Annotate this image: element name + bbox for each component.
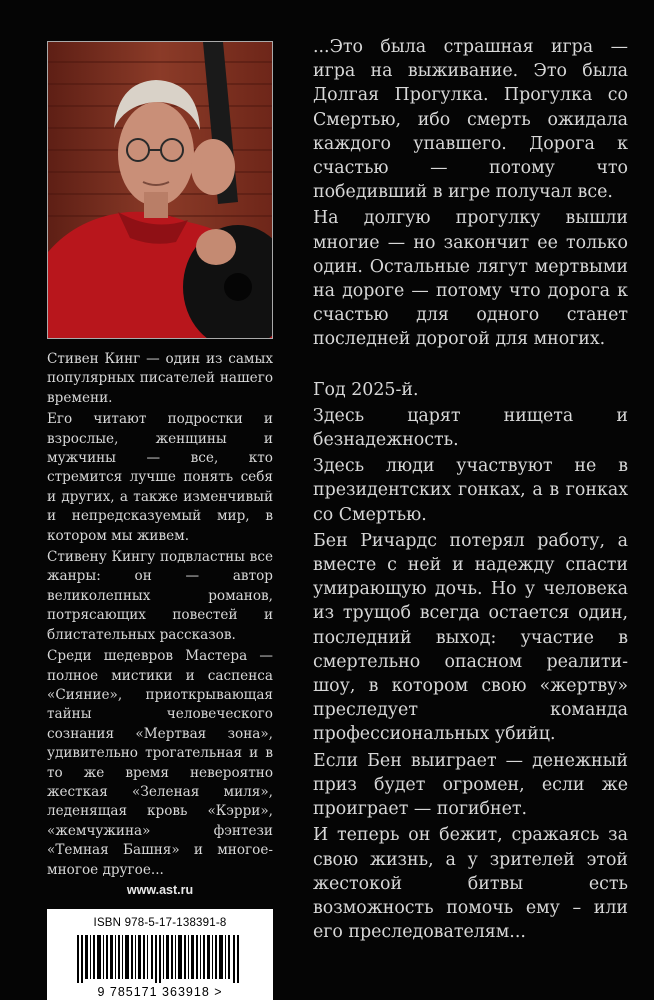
barcode-number: 9 785171 363918 >	[97, 985, 223, 999]
annotation-paragraph: Год 2025-й.	[313, 379, 419, 400]
annotation-paragraph: ...Это была страшная игра — игра на выживание. Это была Долгая Прогулка. Прогулка со Смертью, ибо смерть ожидала каждого упавшего. Дорога к счастью — потому что победивший в игре получал все.	[313, 37, 628, 203]
annotation-paragraph: Если Бен выиграет — денежный приз будет огромен, если же проиграет — погибнет.	[313, 750, 628, 820]
annotation-paragraph: Бен Ричардс потерял работу, а вместе с ней и надежду спасти умирающую дочь. Но у человека из трущоб всегда остается один, последний выход: участие в смертельно опасном реалити-шоу, в котором свою «жертву» преследует команда профессиональных убийц.	[313, 530, 628, 745]
bio-paragraph: Среди шедевров Мастера — полное мистики и саспенса «Сияние», приоткрывающая тайны человеческого сознания «Мертвая зона», удивительно трогательная и в то же время невероятно жесткая «Зеленая миля», леденящая кровь «Кэрри», «жемчужина» фэнтези «Темная Башня» и многое-многое другое...	[47, 648, 273, 878]
publisher-website: www.ast.ru	[126, 883, 194, 897]
bio-paragraph: Стивен Кинг — один из самых популярных писателей нашего времени.	[47, 351, 273, 406]
author-photo	[47, 41, 273, 339]
annotation-paragraph: Здесь царят нищета и безнадежность.	[313, 405, 628, 451]
paragraph-gap	[313, 354, 628, 378]
bio-paragraph: Стивену Кингу подвластны все жанры: он — автор великолепных романов, потрясающих повестей и блистательных рассказов.	[47, 549, 273, 643]
isbn-label: ISBN 978-5-17-138391-8	[93, 917, 227, 929]
barcode-panel	[47, 909, 273, 1000]
annotation-paragraph: И теперь он бежит, сражаясь за свою жизнь, а у зрителей этой жестокой битвы есть возможность помочь ему – или его преследователям...	[313, 825, 628, 943]
author-bio	[47, 350, 273, 882]
barcode	[77, 935, 245, 983]
bio-paragraph: Его читают подростки и взрослые, женщины и мужчины — все, кто стремится лучше понять себя и других, а также изменчивый и непредсказуемый мир, в котором мы живем.	[47, 411, 273, 544]
annotation-paragraph: На долгую прогулку вышли многие — но закончит ее только один. Остальные лягут мертвыми на дороге — потому что дорога к счастью для одного станет последней дорогой для многих.	[313, 208, 628, 350]
annotation-paragraph: Здесь люди участвуют не в президентских гонках, а в гонках со Смертью.	[313, 456, 628, 525]
book-annotation	[313, 35, 628, 946]
